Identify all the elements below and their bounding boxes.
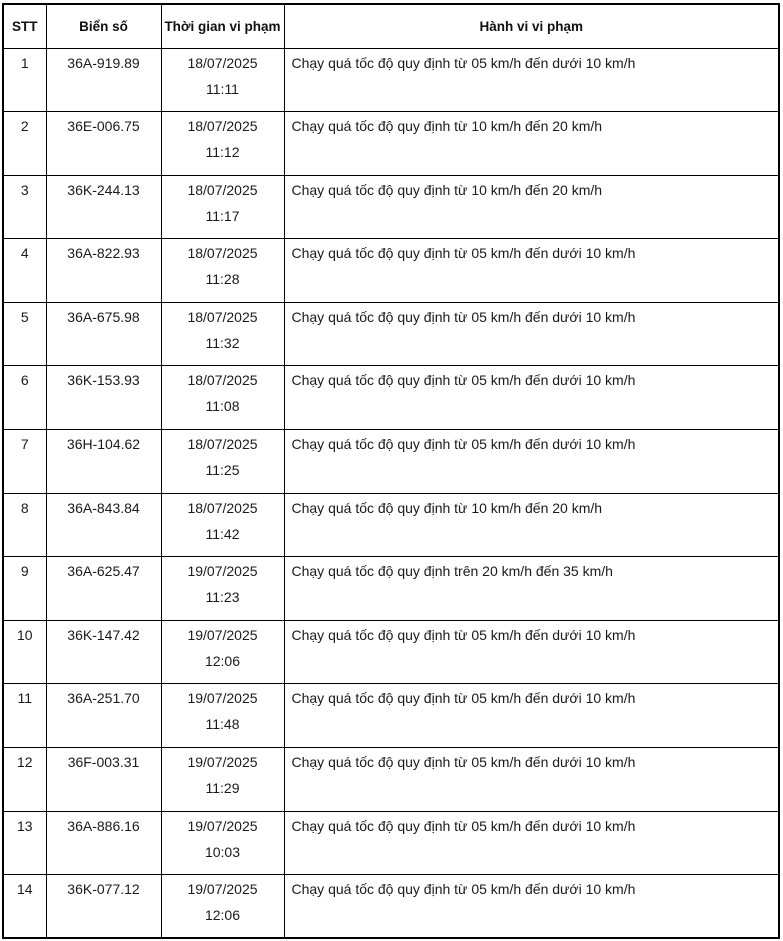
violation-behavior-cell: Chạy quá tốc độ quy định từ 05 km/h đến dưới 10 km/h — [284, 302, 779, 366]
time-cell — [161, 875, 284, 939]
violation-date: 18/07/2025 — [187, 54, 258, 71]
table-row — [3, 493, 779, 557]
violation-behavior-cell: Chạy quá tốc độ quy định từ 05 km/h đến dưới 10 km/h — [284, 620, 779, 684]
plate-cell: 36A-251.70 — [46, 684, 161, 748]
table-row — [3, 366, 779, 430]
time-cell — [161, 302, 284, 366]
violation-behavior-cell: Chạy quá tốc độ quy định trên 20 km/h đến 35 km/h — [284, 557, 779, 621]
violation-behavior-cell: Chạy quá tốc độ quy định từ 05 km/h đến dưới 10 km/h — [284, 811, 779, 875]
plate-cell: 36E-006.75 — [46, 112, 161, 176]
violation-date: 19/07/2025 — [187, 563, 258, 580]
time-cell — [161, 112, 284, 176]
table-row — [3, 557, 779, 621]
violation-time: 11:11 — [206, 80, 239, 97]
time-cell — [161, 620, 284, 684]
stt-cell: 4 — [3, 239, 46, 303]
plate-cell: 36K-147.42 — [46, 620, 161, 684]
plate-cell: 36K-153.93 — [46, 366, 161, 430]
table-row — [3, 430, 779, 494]
violation-behavior-cell: Chạy quá tốc độ quy định từ 05 km/h đến dưới 10 km/h — [284, 684, 779, 748]
time-cell — [161, 811, 284, 875]
plate-cell: 36K-077.12 — [46, 875, 161, 939]
stt-cell: 12 — [3, 748, 46, 812]
table-row — [3, 748, 779, 812]
violation-date: 18/07/2025 — [187, 436, 258, 453]
time-cell — [161, 557, 284, 621]
plate-cell: 36A-625.47 — [46, 557, 161, 621]
violation-date: 18/07/2025 — [187, 118, 258, 135]
stt-cell: 7 — [3, 430, 46, 494]
time-cell — [161, 430, 284, 494]
violation-time: 11:29 — [205, 780, 240, 797]
violation-date: 18/07/2025 — [187, 245, 258, 262]
time-cell — [161, 239, 284, 303]
table-row — [3, 175, 779, 239]
violation-behavior-cell: Chạy quá tốc độ quy định từ 10 km/h đến 20 km/h — [284, 112, 779, 176]
column-header-violation-time: Thời gian vi phạm — [161, 4, 284, 48]
violations-table-header — [3, 4, 779, 48]
violation-behavior-cell: Chạy quá tốc độ quy định từ 05 km/h đến dưới 10 km/h — [284, 430, 779, 494]
time-cell — [161, 493, 284, 557]
table-row — [3, 48, 779, 112]
time-cell — [161, 48, 284, 112]
stt-cell: 9 — [3, 557, 46, 621]
plate-cell: 36A-843.84 — [46, 493, 161, 557]
violation-date: 19/07/2025 — [187, 690, 258, 707]
time-cell — [161, 684, 284, 748]
stt-cell: 14 — [3, 875, 46, 939]
stt-cell: 10 — [3, 620, 46, 684]
violation-behavior-cell: Chạy quá tốc độ quy định từ 05 km/h đến dưới 10 km/h — [284, 748, 779, 812]
violation-behavior-cell: Chạy quá tốc độ quy định từ 10 km/h đến 20 km/h — [284, 493, 779, 557]
violations-table-body — [3, 48, 779, 938]
plate-cell: 36A-675.98 — [46, 302, 161, 366]
violation-time: 11:08 — [205, 398, 240, 415]
violation-time: 11:12 — [205, 144, 240, 161]
time-cell — [161, 748, 284, 812]
violation-time: 11:17 — [205, 207, 240, 224]
table-row — [3, 684, 779, 748]
violation-date: 19/07/2025 — [187, 817, 258, 834]
column-header-plate: Biển số — [46, 4, 161, 48]
plate-cell: 36A-822.93 — [46, 239, 161, 303]
violation-time: 12:06 — [204, 652, 241, 669]
stt-cell: 8 — [3, 493, 46, 557]
violation-time: 11:32 — [205, 334, 240, 351]
time-cell — [161, 175, 284, 239]
plate-cell: 36K-244.13 — [46, 175, 161, 239]
plate-cell: 36A-919.89 — [46, 48, 161, 112]
violation-date: 18/07/2025 — [187, 181, 258, 198]
stt-cell: 13 — [3, 811, 46, 875]
violations-table — [2, 3, 780, 939]
violation-time: 12:06 — [204, 907, 241, 924]
table-row — [3, 875, 779, 939]
violation-time: 11:23 — [205, 589, 240, 606]
violation-behavior-cell: Chạy quá tốc độ quy định từ 05 km/h đến dưới 10 km/h — [284, 875, 779, 939]
stt-cell: 5 — [3, 302, 46, 366]
table-row — [3, 239, 779, 303]
stt-cell: 3 — [3, 175, 46, 239]
violation-date: 18/07/2025 — [187, 372, 258, 389]
violation-behavior-cell: Chạy quá tốc độ quy định từ 10 km/h đến 20 km/h — [284, 175, 779, 239]
violation-date: 19/07/2025 — [187, 754, 258, 771]
plate-cell: 36H-104.62 — [46, 430, 161, 494]
stt-cell: 2 — [3, 112, 46, 176]
stt-cell: 6 — [3, 366, 46, 430]
column-header-violation-behavior: Hành vi vi phạm — [284, 4, 779, 48]
table-row — [3, 302, 779, 366]
violation-time: 11:42 — [205, 525, 240, 542]
violation-date: 18/07/2025 — [187, 308, 258, 325]
stt-cell: 11 — [3, 684, 46, 748]
violation-time: 11:25 — [205, 462, 240, 479]
violation-date: 18/07/2025 — [187, 499, 258, 516]
violation-behavior-cell: Chạy quá tốc độ quy định từ 05 km/h đến dưới 10 km/h — [284, 48, 779, 112]
table-row — [3, 811, 779, 875]
violation-behavior-cell: Chạy quá tốc độ quy định từ 05 km/h đến dưới 10 km/h — [284, 239, 779, 303]
violation-date: 19/07/2025 — [187, 881, 258, 898]
violation-behavior-cell: Chạy quá tốc độ quy định từ 05 km/h đến dưới 10 km/h — [284, 366, 779, 430]
stt-cell: 1 — [3, 48, 46, 112]
header-row — [3, 4, 779, 48]
violation-time: 10:03 — [204, 843, 241, 860]
plate-cell: 36F-003.31 — [46, 748, 161, 812]
column-header-stt: STT — [3, 4, 46, 48]
table-row — [3, 112, 779, 176]
violation-time: 11:28 — [205, 271, 240, 288]
violation-time: 11:48 — [205, 716, 240, 733]
table-row — [3, 620, 779, 684]
plate-cell: 36A-886.16 — [46, 811, 161, 875]
violation-date: 19/07/2025 — [187, 626, 258, 643]
time-cell — [161, 366, 284, 430]
